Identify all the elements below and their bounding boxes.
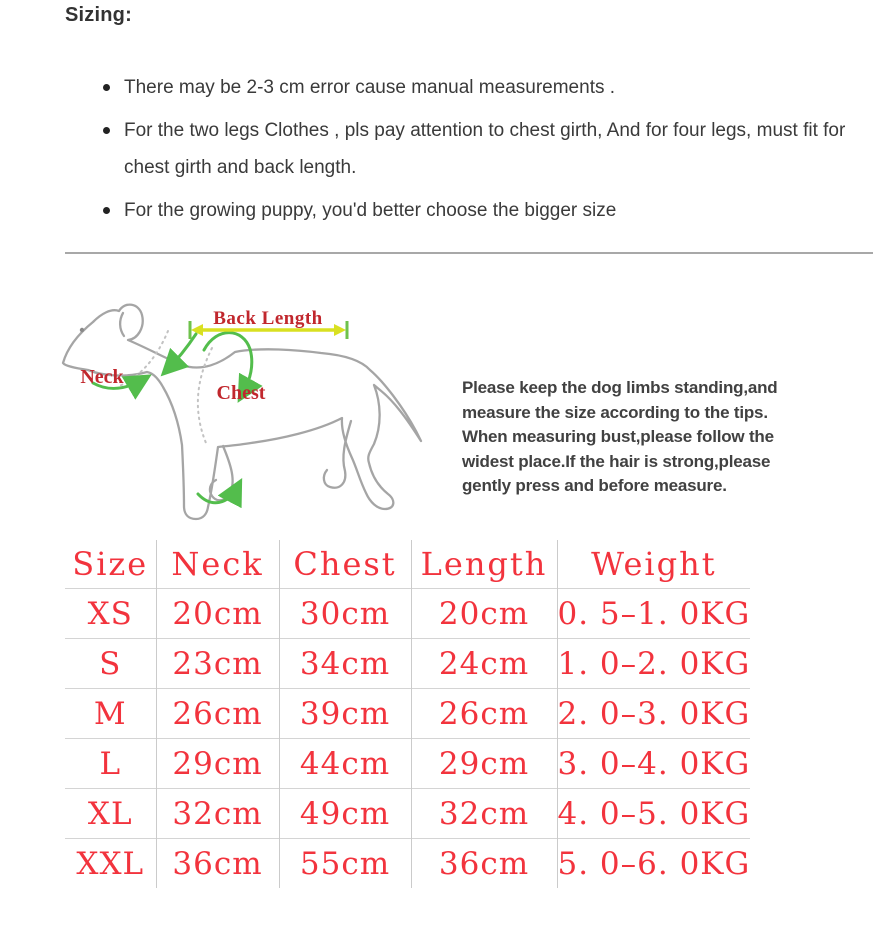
header-neck: Neck [156,540,279,589]
size-chart-table [65,540,750,888]
table-row [65,689,750,739]
table-cell: 32cm [411,789,557,839]
size-chart-body [65,589,750,889]
far-hind-leg [324,421,351,488]
instruction-line: Please keep the dog limbs standing,and [462,378,778,397]
chest-dotted-line [198,348,212,443]
note-text: For the two legs Clothes , pls pay attention to chest girth, And for four legs, must fit for chest girth and back length. [124,120,846,178]
table-cell: 36cm [156,839,279,889]
table-cell: 0. 5–1. 0KG [557,589,750,639]
table-cell: 34cm [279,639,411,689]
table-cell: 49cm [279,789,411,839]
table-cell: 36cm [411,839,557,889]
table-cell: 23cm [156,639,279,689]
table-cell: 39cm [279,689,411,739]
table-cell: 2. 0–3. 0KG [557,689,750,739]
table-cell: S [65,639,156,689]
header-row [65,540,750,589]
table-cell: M [65,689,156,739]
bullet-icon [103,207,110,214]
table-cell: 55cm [279,839,411,889]
size-chart-header [65,540,750,589]
table-cell: 1. 0–2. 0KG [557,639,750,689]
sizing-notes-list [65,69,850,235]
list-item [65,112,850,186]
inner-ear-line [120,313,124,336]
table-cell: 29cm [156,739,279,789]
table-cell: 29cm [411,739,557,789]
table-cell: XL [65,789,156,839]
table-row [65,789,750,839]
header-chest: Chest [279,540,411,589]
section-heading: Sizing: [65,4,132,26]
bullet-icon [103,127,110,134]
instruction-line: measure the size according to the tips. [462,402,768,422]
table-cell: 4. 0–5. 0KG [557,789,750,839]
table-cell: XS [65,589,156,639]
table-cell: 32cm [156,789,279,839]
dog-measurement-diagram [55,285,445,535]
header-size: Size [72,545,149,583]
section-divider [65,252,873,254]
list-item [65,69,850,106]
back-length-label: Back Length [213,308,323,329]
instruction-line: widest place.If the hair is strong,please [462,451,771,471]
table-cell: 24cm [411,639,557,689]
list-item [65,192,850,229]
note-text: There may be 2-3 cm error cause manual measurements . [124,77,616,98]
table-row [65,739,750,789]
table-row [65,639,750,689]
table-cell: L [65,739,156,789]
table-row [65,589,750,639]
table-cell: 3. 0–4. 0KG [557,739,750,789]
chest-label: Chest [216,382,266,404]
table-cell: 26cm [156,689,279,739]
table-cell: 30cm [279,589,411,639]
table-cell: XXL [65,839,156,889]
table-row [65,839,750,889]
table-cell: 26cm [411,689,557,739]
neck-label: Neck [80,366,124,388]
dog-eye [80,328,84,332]
instruction-line: When measuring bust,please follow the [462,427,774,446]
table-cell: 5. 0–6. 0KG [557,839,750,889]
measuring-instructions [462,376,837,499]
header-length: Length [411,540,557,589]
table-cell: 20cm [156,589,279,639]
table-cell: 44cm [279,739,411,789]
header-weight: Weight [557,540,750,589]
bullet-icon [103,84,110,91]
instruction-line: gently press and before measure. [462,476,727,495]
note-text: For the growing puppy, you'd better choose the bigger size [124,200,617,221]
table-cell: 20cm [411,589,557,639]
